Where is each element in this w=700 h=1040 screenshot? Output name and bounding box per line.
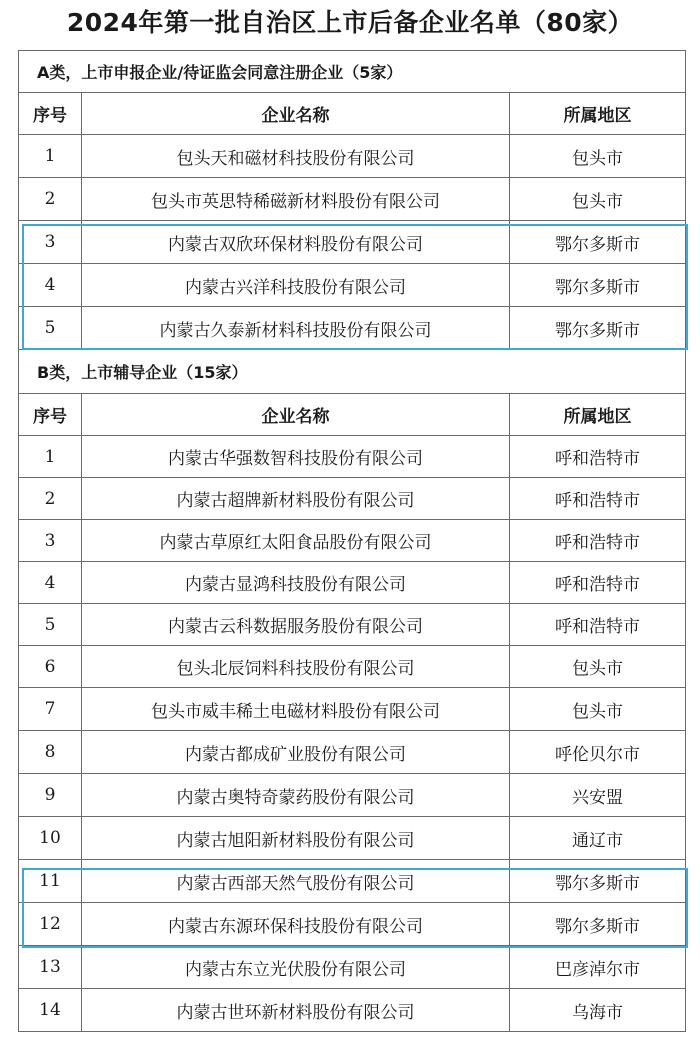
table-row (19, 135, 686, 178)
row-region: 乌海市 (510, 989, 686, 1032)
row-company-name: 内蒙古世环新材料股份有限公司 (82, 989, 510, 1032)
row-region: 鄂尔多斯市 (510, 903, 686, 946)
column-header-name: 企业名称 (82, 93, 510, 135)
row-num: 5 (19, 307, 82, 350)
row-company-name: 内蒙古都成矿业股份有限公司 (82, 731, 510, 774)
row-num: 13 (19, 946, 82, 989)
column-header-region: 所属地区 (510, 394, 686, 436)
row-company-name: 内蒙古东立光伏股份有限公司 (82, 946, 510, 989)
row-num: 3 (19, 221, 82, 264)
table-row (19, 178, 686, 221)
table-row (19, 688, 686, 731)
row-region: 包头市 (510, 688, 686, 731)
table-row (19, 520, 686, 562)
table-row (19, 903, 686, 946)
row-region: 包头市 (510, 135, 686, 178)
row-num: 14 (19, 989, 82, 1032)
row-company-name: 内蒙古草原红太阳食品股份有限公司 (82, 520, 510, 562)
section-b-header-row (19, 394, 686, 436)
column-header-region: 所属地区 (510, 93, 686, 135)
row-company-name: 内蒙古兴洋科技股份有限公司 (82, 264, 510, 307)
table-row (19, 307, 686, 350)
row-company-name: 内蒙古东源环保科技股份有限公司 (82, 903, 510, 946)
row-region: 呼和浩特市 (510, 562, 686, 604)
column-header-num: 序号 (19, 93, 82, 135)
table-row (19, 646, 686, 688)
row-region: 鄂尔多斯市 (510, 221, 686, 264)
row-company-name: 内蒙古双欣环保材料股份有限公司 (82, 221, 510, 264)
row-num: 12 (19, 903, 82, 946)
row-num: 7 (19, 688, 82, 731)
row-company-name: 包头市威丰稀土电磁材料股份有限公司 (82, 688, 510, 731)
row-num: 9 (19, 774, 82, 817)
section-b-heading-row (19, 350, 686, 394)
table-row (19, 264, 686, 307)
table-row (19, 562, 686, 604)
row-num: 2 (19, 478, 82, 520)
table-row (19, 774, 686, 817)
row-num: 1 (19, 436, 82, 478)
table-row (19, 731, 686, 774)
row-company-name: 内蒙古旭阳新材料股份有限公司 (82, 817, 510, 860)
row-region: 呼和浩特市 (510, 520, 686, 562)
table-row (19, 604, 686, 646)
page-title: 2024年第一批自治区上市后备企业名单（80家） (66, 8, 634, 37)
row-num: 10 (19, 817, 82, 860)
row-company-name: 内蒙古华强数智科技股份有限公司 (82, 436, 510, 478)
table-row (19, 478, 686, 520)
row-region: 呼和浩特市 (510, 478, 686, 520)
row-region: 呼和浩特市 (510, 436, 686, 478)
table-row (19, 436, 686, 478)
row-company-name: 内蒙古久泰新材料科技股份有限公司 (82, 307, 510, 350)
row-num: 4 (19, 562, 82, 604)
row-region: 巴彦淖尔市 (510, 946, 686, 989)
table-row (19, 989, 686, 1032)
column-header-num: 序号 (19, 394, 82, 436)
section-b-heading: B类，上市辅导企业（15家） (19, 350, 686, 394)
column-header-name: 企业名称 (82, 394, 510, 436)
row-num: 11 (19, 860, 82, 903)
section-a-heading-row (19, 51, 686, 93)
company-list-table (18, 50, 686, 1032)
row-region: 呼和浩特市 (510, 604, 686, 646)
row-region: 包头市 (510, 178, 686, 221)
row-num: 1 (19, 135, 82, 178)
row-num: 4 (19, 264, 82, 307)
row-company-name: 内蒙古西部天然气股份有限公司 (82, 860, 510, 903)
row-region: 兴安盟 (510, 774, 686, 817)
row-region: 鄂尔多斯市 (510, 264, 686, 307)
row-company-name: 内蒙古超牌新材料股份有限公司 (82, 478, 510, 520)
table-row (19, 860, 686, 903)
row-num: 6 (19, 646, 82, 688)
row-num: 8 (19, 731, 82, 774)
row-region: 呼伦贝尔市 (510, 731, 686, 774)
table-row (19, 221, 686, 264)
section-a-header-row (19, 93, 686, 135)
row-num: 5 (19, 604, 82, 646)
row-company-name: 内蒙古显鸿科技股份有限公司 (82, 562, 510, 604)
row-company-name: 内蒙古奥特奇蒙药股份有限公司 (82, 774, 510, 817)
row-region: 鄂尔多斯市 (510, 860, 686, 903)
row-company-name: 包头北辰饲料科技股份有限公司 (82, 646, 510, 688)
row-num: 3 (19, 520, 82, 562)
table-row (19, 817, 686, 860)
row-company-name: 包头天和磁材科技股份有限公司 (82, 135, 510, 178)
row-num: 2 (19, 178, 82, 221)
row-region: 包头市 (510, 646, 686, 688)
row-region: 通辽市 (510, 817, 686, 860)
row-region: 鄂尔多斯市 (510, 307, 686, 350)
row-company-name: 包头市英思特稀磁新材料股份有限公司 (82, 178, 510, 221)
row-company-name: 内蒙古云科数据服务股份有限公司 (82, 604, 510, 646)
section-a-heading: A类，上市申报企业/待证监会同意注册企业（5家） (19, 51, 686, 93)
table-row (19, 946, 686, 989)
